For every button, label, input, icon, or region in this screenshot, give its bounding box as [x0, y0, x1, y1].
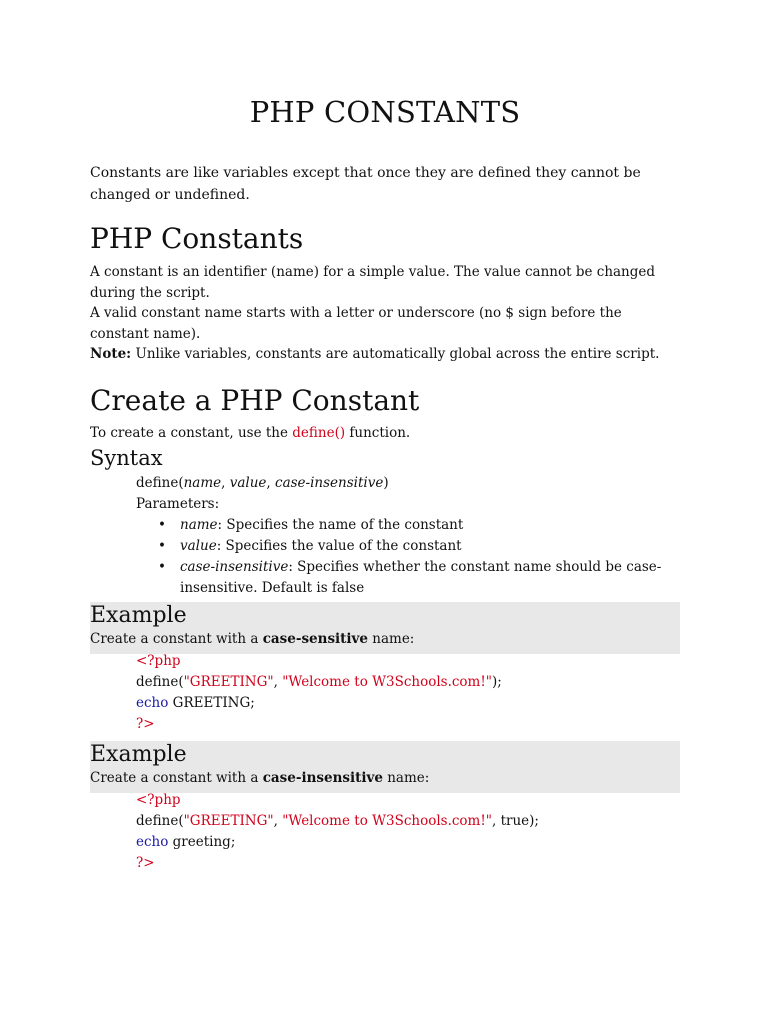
- bullet-icon: •: [158, 558, 166, 575]
- parameter-item: • name: Specifies the name of the constant: [180, 515, 680, 536]
- define-call-line: define("GREETING", "Welcome to W3Schools.com!");: [136, 673, 502, 690]
- syntax-block: [136, 473, 680, 515]
- example-1-caption: Create a constant with a case-sensitive name:: [90, 630, 415, 647]
- echo-line: echo greeting;: [136, 833, 236, 850]
- echo-line: echo GREETING;: [136, 694, 255, 711]
- section-php-constants-body: [90, 262, 680, 365]
- bullet-icon: •: [158, 537, 166, 554]
- create-constant-text: To create a constant, use the define() function.: [90, 424, 411, 441]
- php-close-tag: ?>: [136, 715, 155, 732]
- syntax-heading: Syntax: [90, 445, 163, 470]
- example-1-code: [136, 651, 680, 735]
- bullet-icon: •: [158, 516, 166, 533]
- constant-definition-text: A constant is an identifier (name) for a simple value. The value cannot be changed during the script.: [90, 264, 656, 301]
- echo-keyword: echo: [136, 833, 169, 850]
- example-1-heading: Example: [90, 602, 187, 628]
- parameters-list: [136, 515, 680, 599]
- parameter-item: • case-insensitive: Specifies whether the constant name should be case-insensitive. Default is false: [158, 558, 662, 596]
- intro-paragraph: Constants are like variables except that once they are defined they cannot be changed or undefined.: [90, 165, 641, 203]
- php-open-tag: <?php: [136, 791, 181, 808]
- echo-keyword: echo: [136, 694, 169, 711]
- example-2-caption: Create a constant with a case-insensitive name:: [90, 769, 430, 786]
- parameter-item: • value: Specifies the value of the constant: [180, 536, 680, 557]
- section-heading-create-constant: Create a PHP Constant: [90, 383, 420, 417]
- document-title: PHP CONSTANTS: [249, 95, 521, 129]
- constant-naming-rule-text: A valid constant name starts with a letter or underscore (no $ sign before the constant name).: [90, 305, 622, 342]
- define-function-ref: define(): [292, 424, 346, 441]
- php-close-tag: ?>: [136, 854, 155, 871]
- syntax-signature: define(name, value, case-insensitive): [136, 474, 389, 491]
- example-2-heading: Example: [90, 741, 187, 767]
- section-heading-php-constants: PHP Constants: [90, 222, 304, 255]
- example-2-code: [136, 790, 680, 874]
- note-label: Note:: [90, 346, 132, 362]
- define-call-line: define("GREETING", "Welcome to W3Schools.com!", true);: [136, 812, 539, 829]
- note-text: Unlike variables, constants are automatically global across the entire script.: [131, 346, 660, 362]
- php-open-tag: <?php: [136, 652, 181, 669]
- parameters-label: Parameters:: [136, 495, 220, 512]
- note-paragraph: [90, 344, 680, 365]
